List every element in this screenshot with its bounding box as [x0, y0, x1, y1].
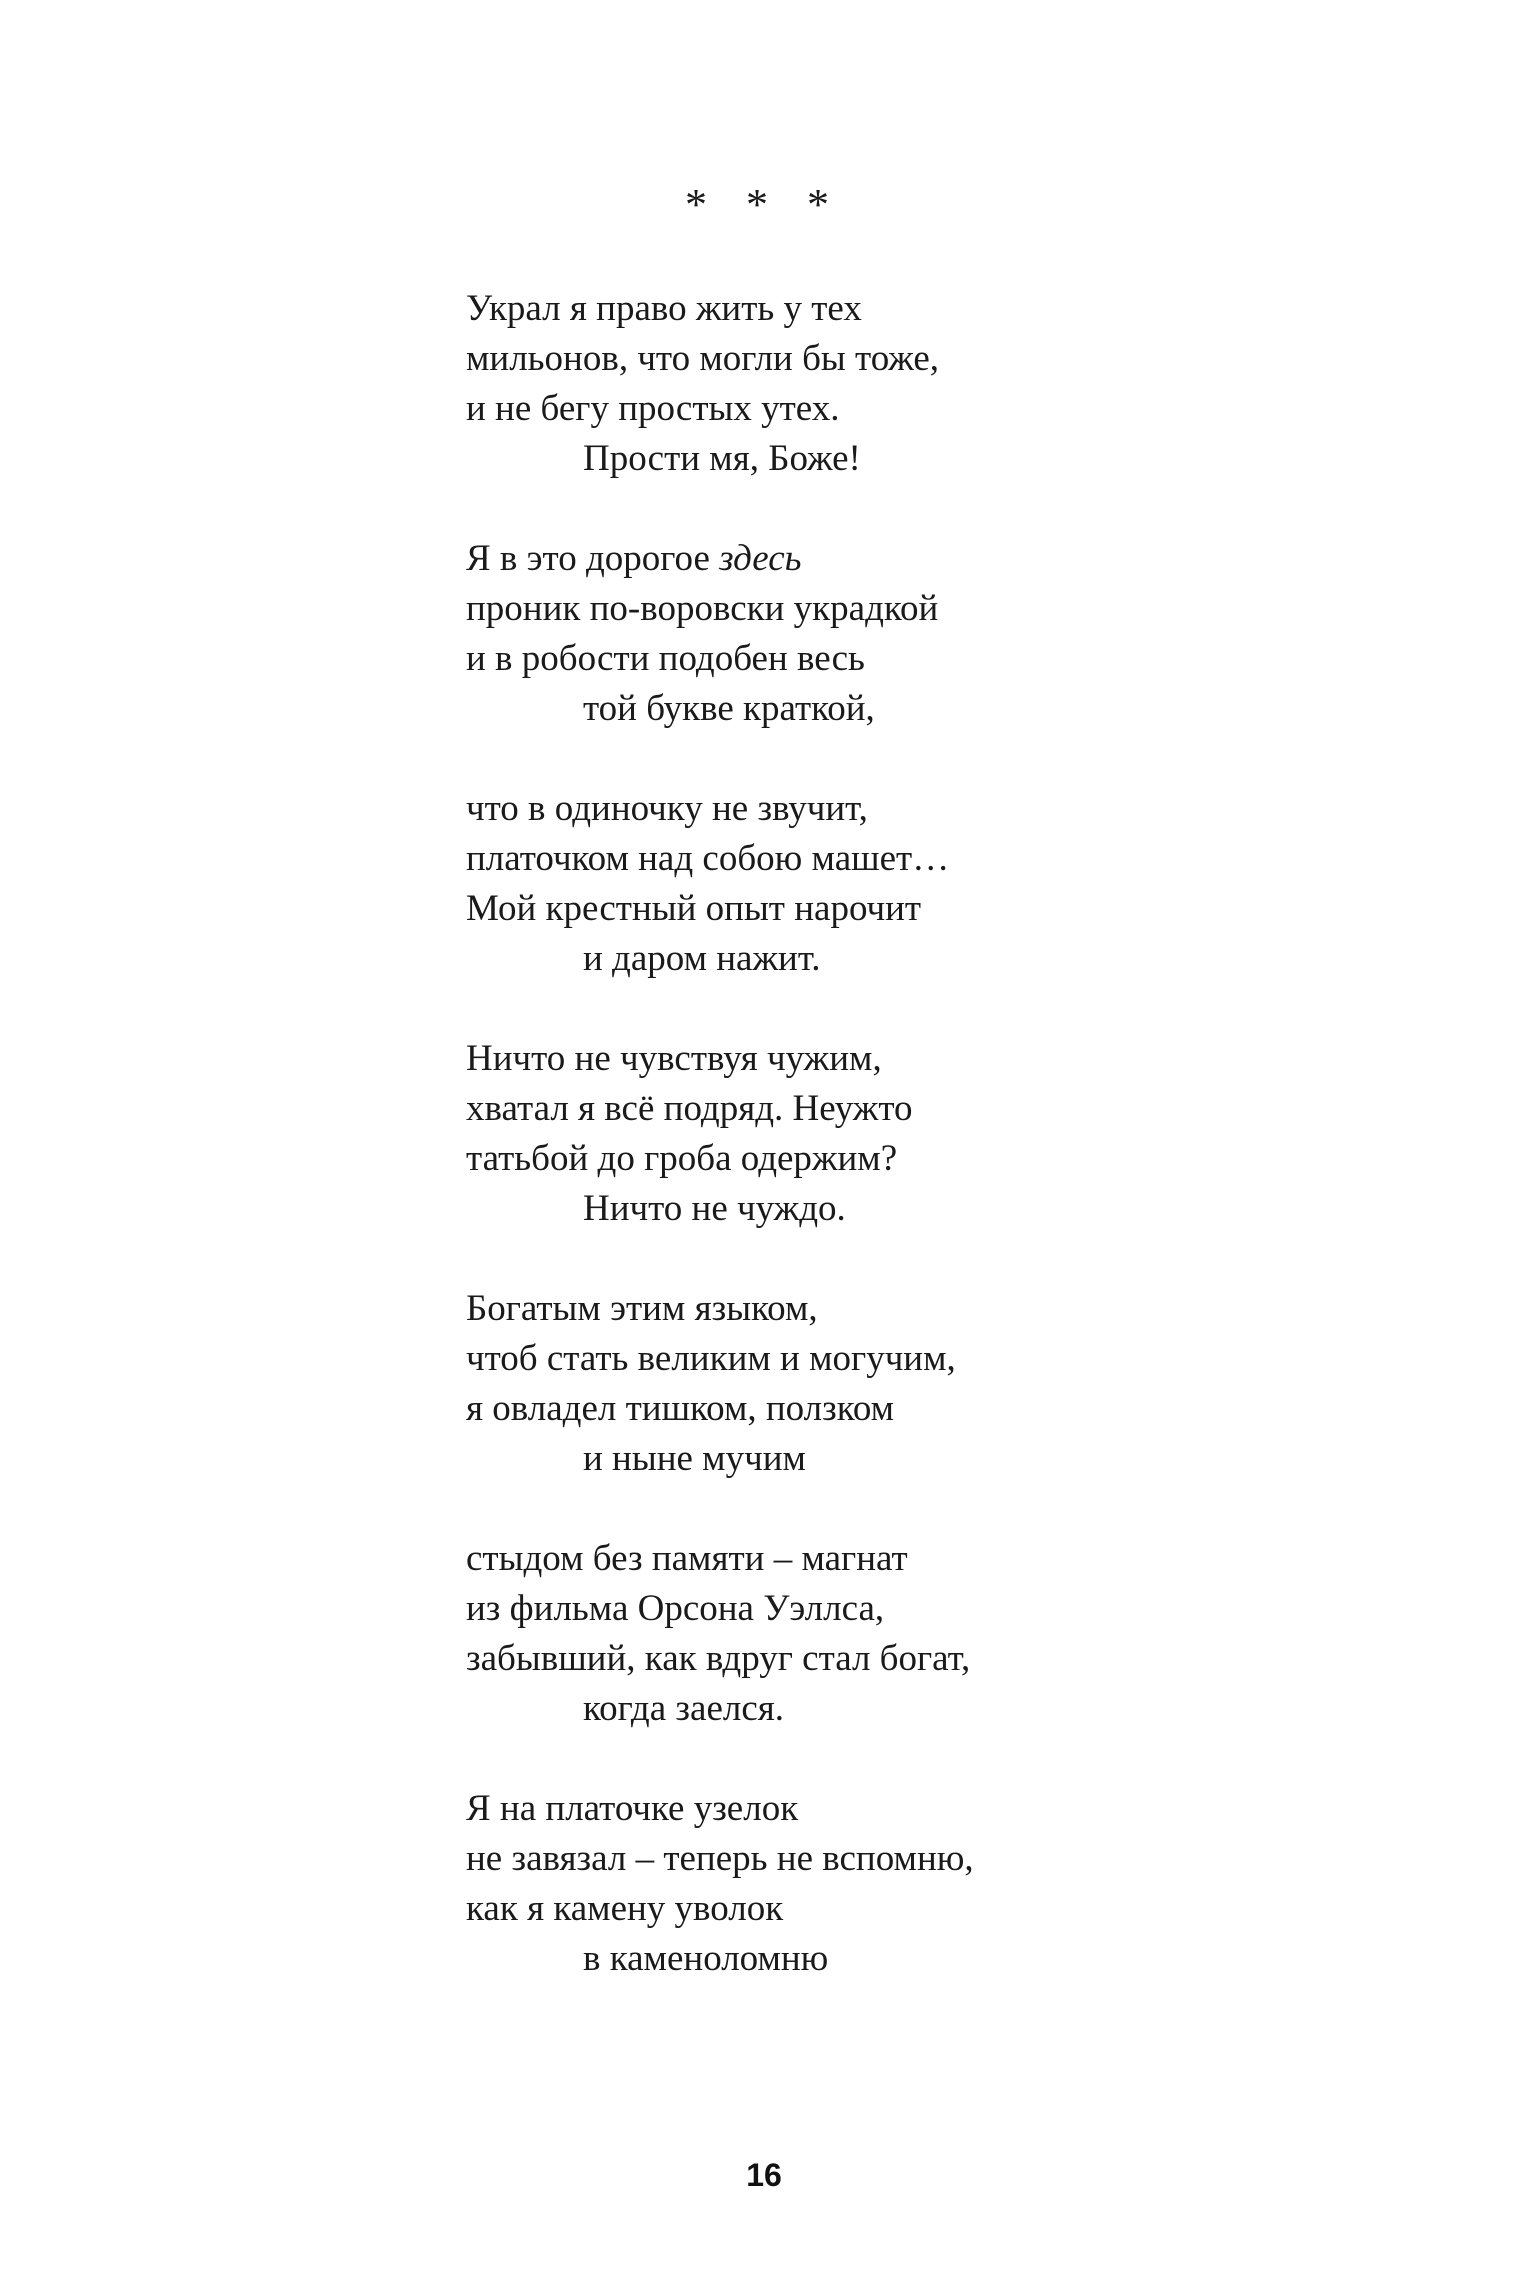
poem [466, 284, 1466, 2034]
stanza [466, 534, 1466, 734]
poem-line: Я на платочке узелок [466, 1788, 799, 1829]
stanza [466, 1784, 1466, 1984]
poem-line: татьбой до гроба одержим? [466, 1138, 898, 1179]
poem-line: Ничто не чувствуя чужим, [466, 1038, 882, 1079]
stanza [466, 1034, 1466, 1234]
stanza [466, 784, 1466, 984]
poem-line: стыдом без памяти – магнат [466, 1538, 908, 1579]
stanza [466, 1534, 1466, 1734]
italic-word: здесь [719, 538, 802, 579]
poem-line: что в одиночку не звучит, [466, 788, 868, 829]
poem-line: Богатым этим языком, [466, 1288, 818, 1329]
poem-line-indented: той букве краткой, [583, 688, 875, 729]
poem-line: чтоб стать великим и могучим, [466, 1338, 956, 1379]
poem-line: из фильма Орсона Уэллса, [466, 1588, 885, 1629]
stanza [466, 1284, 1466, 1484]
poem-line-indented: и ныне мучим [583, 1438, 806, 1479]
poem-line: как я камену уволок [466, 1888, 784, 1929]
poem-line: проник по-воровски украдкой [466, 588, 939, 629]
poem-line: забывший, как вдруг стал богат, [466, 1638, 971, 1679]
stanza [466, 284, 1466, 484]
poem-line: платочком над собою машет… [466, 838, 950, 879]
poem-line-indented: Прости мя, Боже! [583, 438, 861, 479]
poem-line-indented: когда заелся. [583, 1688, 785, 1729]
section-separator: * * * [685, 180, 843, 229]
poem-line [466, 534, 1466, 584]
poem-line-indented: и даром нажит. [583, 938, 821, 979]
poem-line: Украл я право жить у тех [466, 288, 862, 329]
poem-line: хватал я всё подряд. Неужто [466, 1088, 913, 1129]
poem-line: я овладел тишком, ползком [466, 1388, 895, 1429]
poem-line-text: Я в это дорогое [466, 538, 720, 579]
poem-line: Мой крестный опыт нарочит [466, 888, 922, 929]
poem-line: и в робости подобен весь [466, 638, 865, 679]
poem-line-indented: в каменоломню [583, 1938, 829, 1979]
poem-line-indented: Ничто не чуждо. [583, 1188, 846, 1229]
page-number: 16 [746, 2157, 782, 2193]
poem-line: не завязал – теперь не вспомню, [466, 1838, 974, 1879]
poem-line: и не бегу простых утех. [466, 388, 840, 429]
poem-line: мильонов, что могли бы тоже, [466, 338, 940, 379]
